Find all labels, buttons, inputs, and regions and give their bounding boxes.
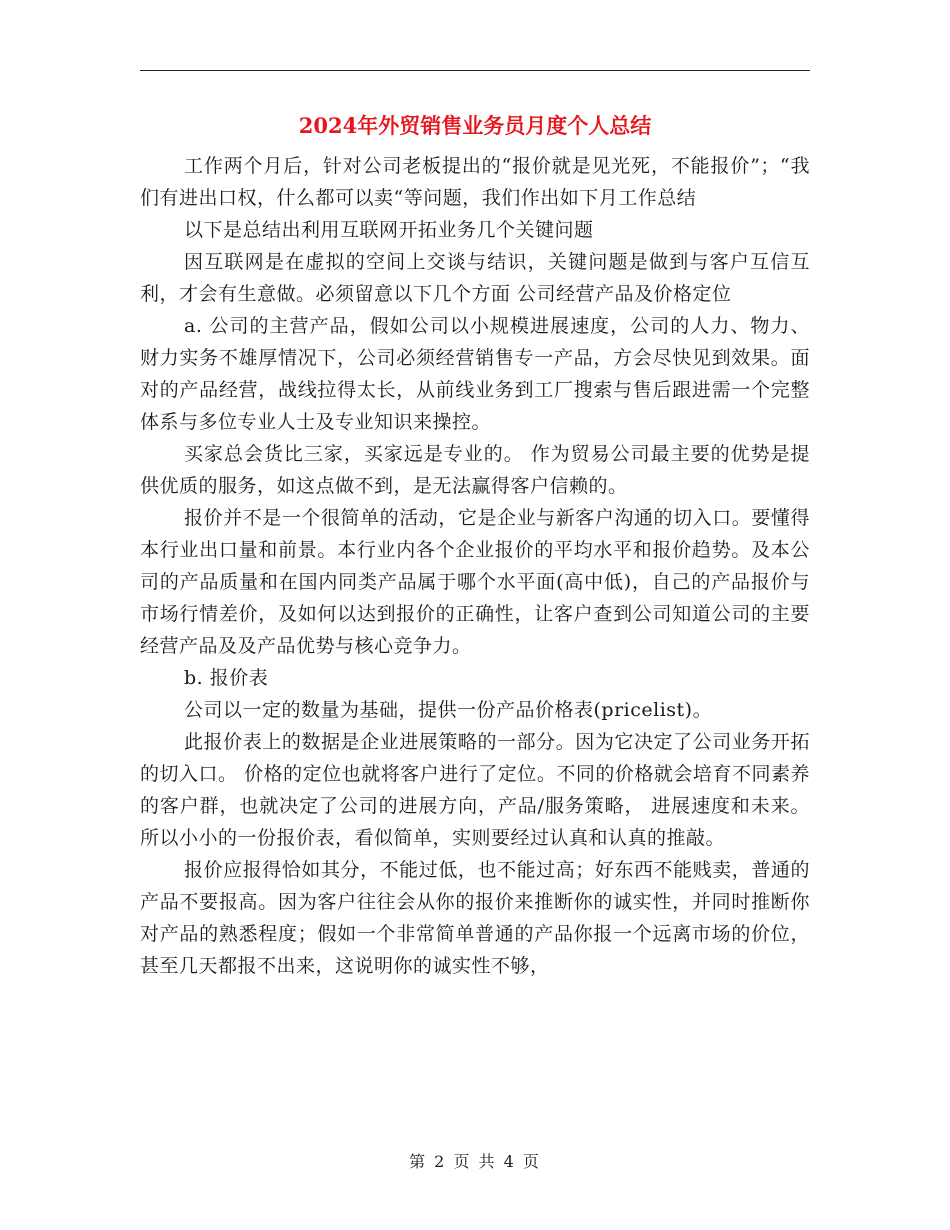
paragraph-6: 报价并不是一个很简单的活动，它是企业与新客户沟通的切入口。要懂得本行业出口量和前景。本行业内各个企业报价的平均水平和报价趋势。及本公司的产品质量和在国内同类产品属于哪个水平面(高中低)，自己的产品报价与市场行情差价，及如何以达到报价的正确性，让客户查到公司知道公司的主要经营产品及及产品优势与核心竞争力。 — [140, 507, 810, 657]
header-rule — [140, 70, 810, 71]
document-body — [140, 150, 810, 982]
paragraph-3: 因互联网是在虚拟的空间上交谈与结识，关键问题是做到与客户互信互利，才会有生意做。必须留意以下几个方面 公司经营产品及价格定位 — [140, 251, 810, 305]
paragraph-9: 此报价表上的数据是企业进展策略的一部分。因为它决定了公司业务开拓的切入口。 价格的定位也就将客户进行了定位。不同的价格就会培育不同素养的客户群，也就决定了公司的进展方向，产品/服务策略， 进展速度和未来。所以小小的一份报价表，看似简单，实则要经过认真和认真的推敲。 — [140, 731, 810, 849]
paragraph-1: 工作两个月后，针对公司老板提出的“报价就是见光死，不能报价”；“我们有进出口权，什么都可以卖“等问题，我们作出如下月工作总结 — [140, 155, 810, 209]
paragraph-7: b. 报价表 — [184, 667, 269, 689]
document-title: 2024年外贸销售业务员月度个人总结 — [298, 113, 652, 138]
paragraph-2: 以下是总结出利用互联网开拓业务几个关键问题 — [184, 219, 594, 241]
paragraph-10: 报价应报得恰如其分，不能过低，也不能过高；好东西不能贱卖，普通的产品不要报高。因为客户往往会从你的报价来推断你的诚实性，并同时推断你对产品的熟悉程度；假如一个非常简单普通的产品你报一个远离市场的价位，甚至几天都报不出来，这说明你的诚实性不够， — [140, 859, 810, 977]
page-footer: 第 2 页 共 4 页 — [409, 1152, 541, 1171]
paragraph-5: 买家总会货比三家，买家远是专业的。 作为贸易公司最主要的优势是提供优质的服务，如这点做不到，是无法赢得客户信赖的。 — [140, 443, 810, 497]
paragraph-8: 公司以一定的数量为基础，提供一份产品价格表(pricelist)。 — [184, 699, 713, 721]
paragraph-4: a. 公司的主营产品，假如公司以小规模进展速度，公司的人力、物力、财力实务不雄厚情况下，公司必须经营销售专一产品，方会尽快见到效果。面对的产品经营，战线拉得太长，从前线业务到工厂搜索与售后跟进需一个完整体系与多位专业人士及专业知识来操控。 — [140, 315, 810, 433]
